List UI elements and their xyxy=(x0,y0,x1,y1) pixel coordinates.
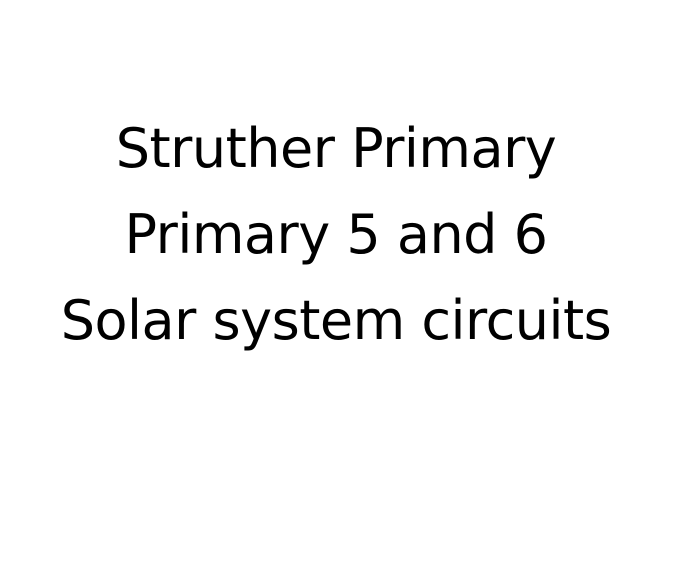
slide-title xyxy=(0,106,672,364)
title-line-topic: Solar system circuits xyxy=(60,289,612,352)
title-line-class: Primary 5 and 6 xyxy=(124,203,548,266)
title-line-school: Struther Primary xyxy=(115,117,557,180)
